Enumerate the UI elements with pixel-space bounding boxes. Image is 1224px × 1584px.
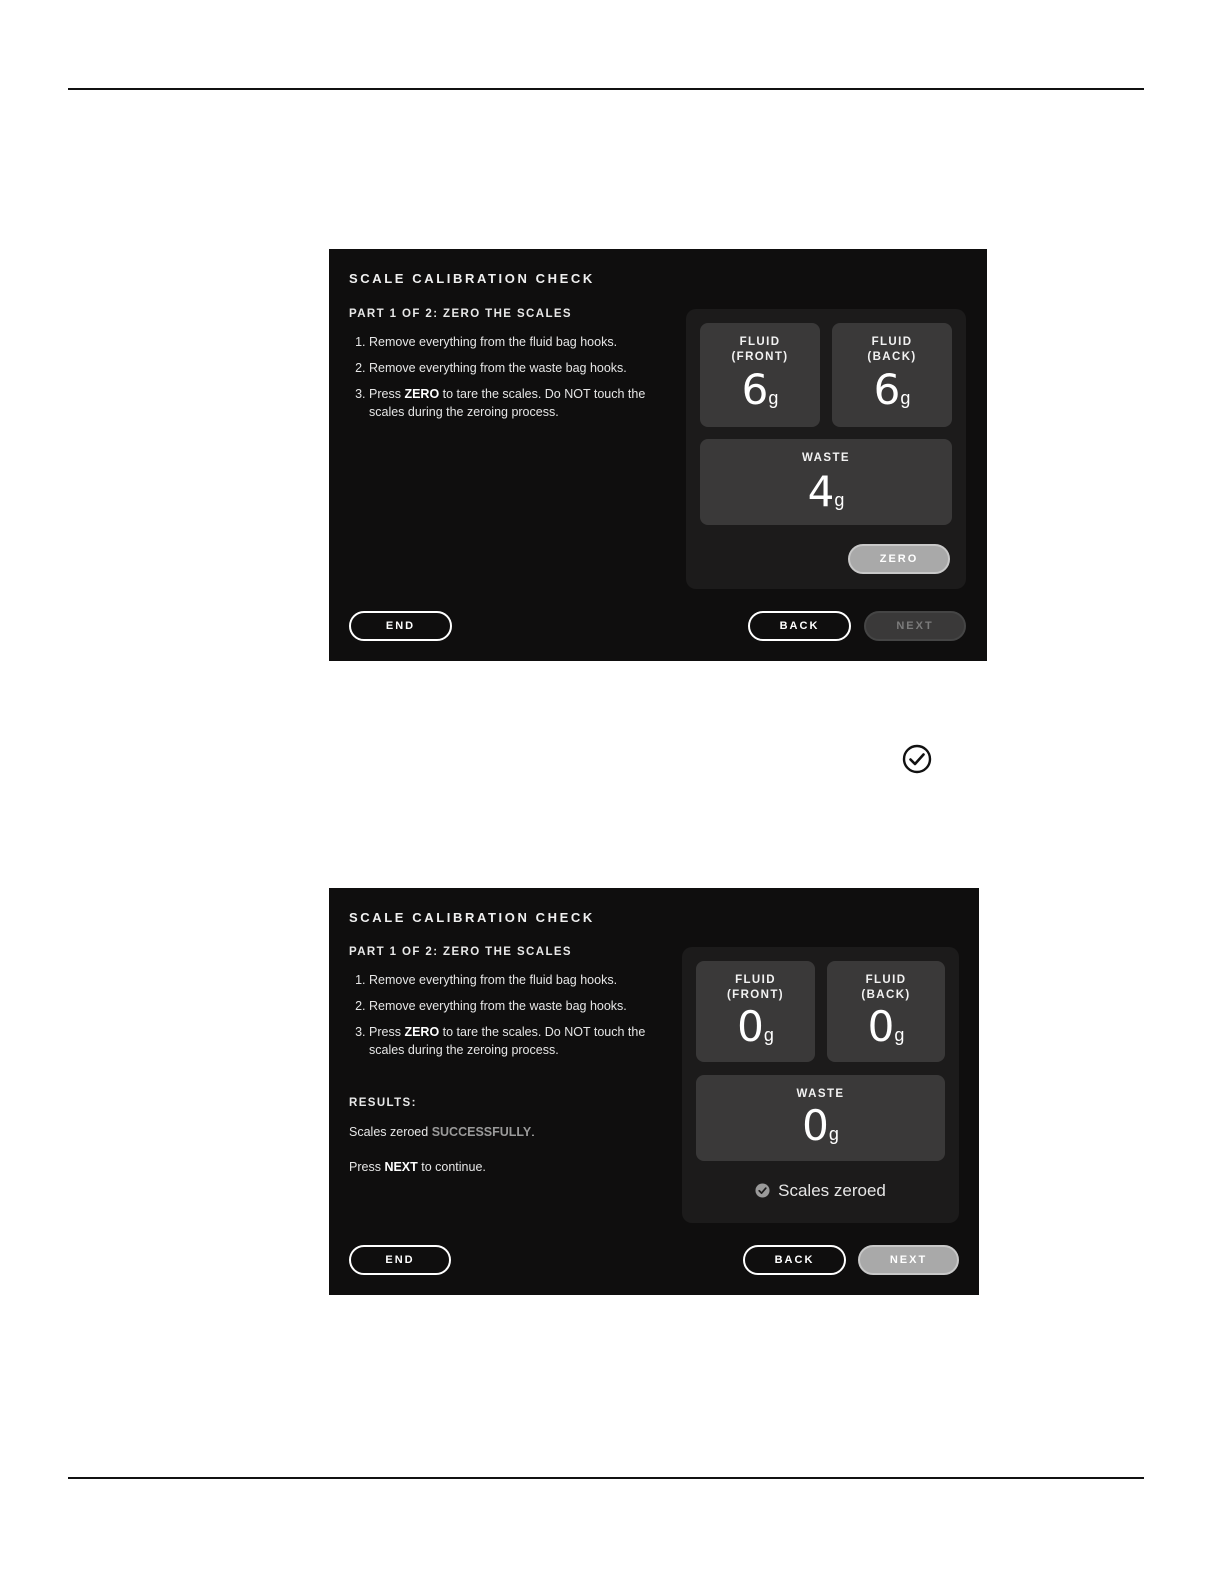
part-heading: PART 1 OF 2: ZERO THE SCALES <box>349 308 573 320</box>
page-footer-rule <box>68 1477 1144 1479</box>
success-status: SUCCESSFULLY <box>431 1125 532 1139</box>
next-button[interactable]: NEXT <box>864 611 966 641</box>
scale-reading: 0g <box>867 1002 905 1051</box>
back-button[interactable]: BACK <box>743 1245 846 1275</box>
screen-before-zero <box>329 249 987 661</box>
scale-label: FLUID (FRONT) <box>731 336 789 363</box>
scale-label: WASTE <box>802 452 850 464</box>
part-heading: PART 1 OF 2: ZERO THE SCALES <box>349 946 573 958</box>
end-button[interactable]: END <box>349 1245 451 1275</box>
back-button[interactable]: BACK <box>748 611 851 641</box>
scale-tile-fluid-back <box>827 961 945 1062</box>
end-button[interactable]: END <box>349 611 452 641</box>
results-heading: RESULTS: <box>349 1097 417 1109</box>
scale-reading: 6g <box>741 365 779 414</box>
page-header-rule <box>68 88 1144 90</box>
scale-label: FLUID (FRONT) <box>726 974 785 1001</box>
scale-reading: 0g <box>802 1101 839 1150</box>
step-2: 2. Remove everything from the waste bag hooks. <box>369 359 684 377</box>
next-button[interactable]: NEXT <box>858 1245 959 1275</box>
instruction-list <box>349 333 684 429</box>
scale-tile-fluid-front <box>696 961 815 1062</box>
continue-message: Press NEXT to continue. <box>349 1160 486 1174</box>
scale-reading: 4g <box>807 467 845 516</box>
instruction-list <box>349 971 684 1067</box>
scale-tile-fluid-front <box>700 323 820 427</box>
screen-after-zero <box>329 888 979 1295</box>
zero-button[interactable]: ZERO <box>848 544 950 574</box>
step-3: 3. Press ZERO to tare the scales. Do NOT touch the scales during the zeroing process. <box>369 385 684 421</box>
check-circle-filled-icon <box>755 1183 770 1198</box>
scale-tile-waste <box>696 1075 945 1161</box>
scales-panel <box>682 947 959 1223</box>
step-2: 2. Remove everything from the waste bag hooks. <box>369 997 684 1015</box>
scale-label: WASTE <box>796 1088 845 1100</box>
screen-title: SCALE CALIBRATION CHECK <box>349 910 595 925</box>
check-circle-icon <box>901 743 933 775</box>
step-1: 1. Remove everything from the fluid bag hooks. <box>369 971 684 989</box>
zero-keyword: ZERO <box>404 1025 440 1039</box>
next-keyword: NEXT <box>384 1160 418 1174</box>
step-1: 1. Remove everything from the fluid bag hooks. <box>369 333 684 351</box>
scale-label: FLUID (BACK) <box>867 336 917 363</box>
scale-tile-waste <box>700 439 952 525</box>
screen-title: SCALE CALIBRATION CHECK <box>349 271 595 286</box>
step-3: 3. Press ZERO to tare the scales. Do NOT touch the scales during the zeroing process. <box>369 1023 684 1059</box>
scales-zeroed-status: Scales zeroed <box>682 1181 959 1201</box>
scale-reading: 0g <box>737 1002 774 1051</box>
scales-panel <box>686 309 966 589</box>
scale-label: FLUID (BACK) <box>861 974 911 1001</box>
zero-keyword: ZERO <box>404 387 440 401</box>
scale-tile-fluid-back <box>832 323 952 427</box>
scale-reading: 6g <box>873 365 911 414</box>
results-message: Scales zeroed SUCCESSFULLY. <box>349 1125 535 1139</box>
